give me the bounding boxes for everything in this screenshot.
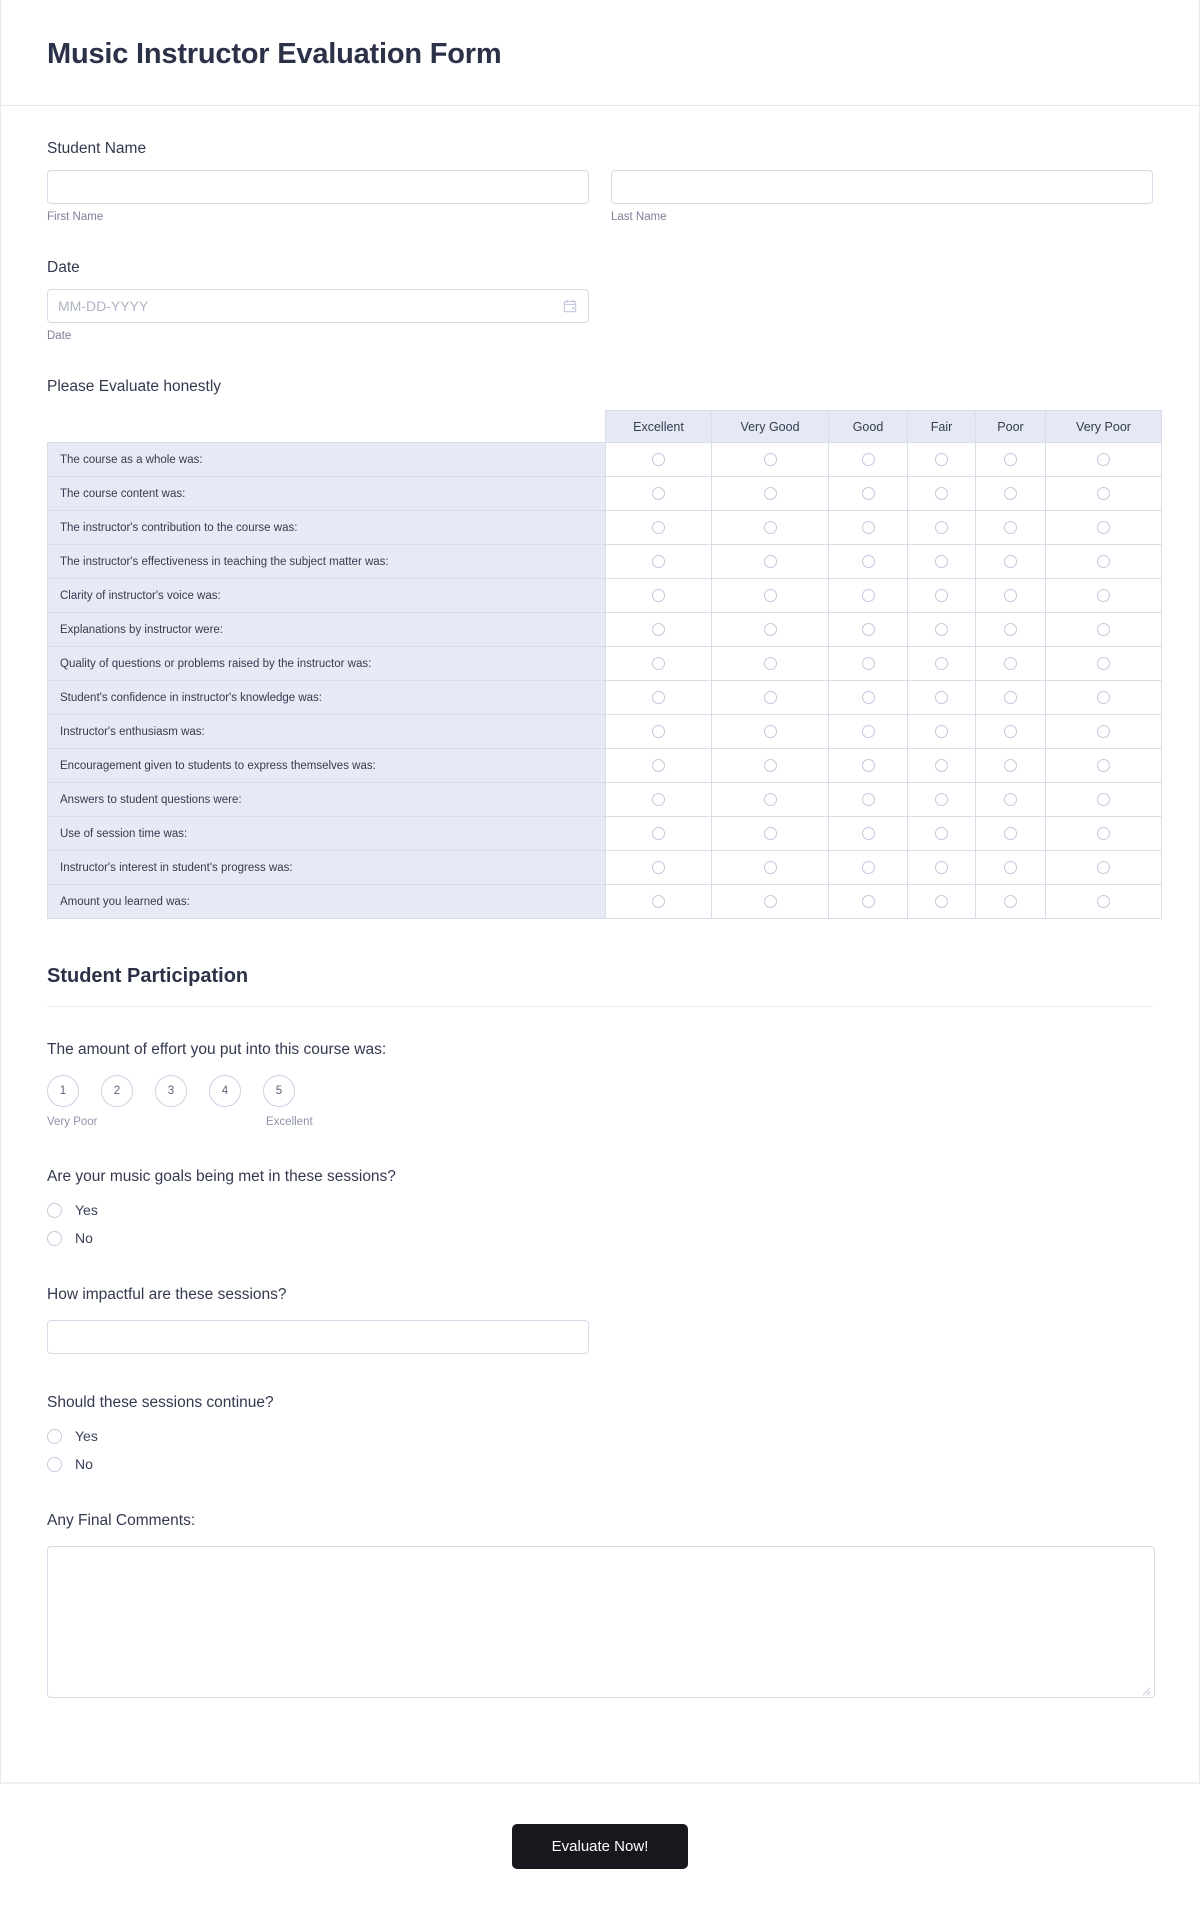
radio-icon[interactable] bbox=[1097, 725, 1110, 738]
radio-icon[interactable] bbox=[764, 555, 777, 568]
matrix-radio-cell[interactable] bbox=[976, 885, 1046, 919]
matrix-radio-cell[interactable] bbox=[908, 783, 976, 817]
radio-icon[interactable] bbox=[764, 521, 777, 534]
matrix-radio-cell[interactable] bbox=[606, 817, 712, 851]
matrix-radio-cell[interactable] bbox=[829, 817, 908, 851]
matrix-radio-cell[interactable] bbox=[1046, 851, 1162, 885]
radio-icon[interactable] bbox=[652, 521, 665, 534]
radio-icon[interactable] bbox=[862, 657, 875, 670]
radio-icon[interactable] bbox=[652, 895, 665, 908]
radio-icon[interactable] bbox=[1097, 793, 1110, 806]
matrix-radio-cell[interactable] bbox=[976, 783, 1046, 817]
matrix-row bbox=[48, 579, 1162, 613]
matrix-radio-cell[interactable] bbox=[1046, 443, 1162, 477]
radio-icon[interactable] bbox=[652, 555, 665, 568]
radio-icon[interactable] bbox=[935, 657, 948, 670]
goals-label: Are your music goals being met in these sessions? bbox=[47, 1168, 396, 1185]
radio-icon[interactable] bbox=[652, 861, 665, 874]
radio-icon[interactable] bbox=[1004, 555, 1017, 568]
radio-icon[interactable] bbox=[764, 691, 777, 704]
matrix-radio-cell[interactable] bbox=[829, 749, 908, 783]
matrix-radio-cell[interactable] bbox=[908, 715, 976, 749]
continue-question bbox=[47, 1394, 1153, 1472]
radio-icon[interactable] bbox=[862, 487, 875, 500]
goals-option-label: Yes bbox=[75, 1202, 98, 1218]
section-divider bbox=[47, 1006, 1153, 1007]
radio-icon[interactable] bbox=[1097, 861, 1110, 874]
matrix-radio-cell[interactable] bbox=[829, 579, 908, 613]
radio-icon[interactable] bbox=[935, 487, 948, 500]
radio-icon[interactable] bbox=[862, 861, 875, 874]
matrix-radio-cell[interactable] bbox=[976, 443, 1046, 477]
radio-icon[interactable] bbox=[652, 827, 665, 840]
radio-icon[interactable] bbox=[935, 793, 948, 806]
radio-icon[interactable] bbox=[1004, 725, 1017, 738]
radio-icon[interactable] bbox=[764, 725, 777, 738]
continue-label: Should these sessions continue? bbox=[47, 1394, 274, 1411]
radio-icon[interactable] bbox=[1097, 487, 1110, 500]
matrix-radio-cell[interactable] bbox=[976, 613, 1046, 647]
matrix-radio-cell[interactable] bbox=[908, 511, 976, 545]
radio-icon[interactable] bbox=[935, 725, 948, 738]
impactful-question bbox=[47, 1286, 1153, 1354]
matrix-radio-cell[interactable] bbox=[712, 545, 829, 579]
matrix-radio-cell[interactable] bbox=[712, 511, 829, 545]
radio-icon[interactable] bbox=[764, 827, 777, 840]
radio-icon[interactable] bbox=[1004, 691, 1017, 704]
matrix-row bbox=[48, 817, 1162, 851]
matrix-radio-cell[interactable] bbox=[606, 477, 712, 511]
continue-option-yes[interactable] bbox=[47, 1428, 1153, 1444]
matrix-radio-cell[interactable] bbox=[712, 749, 829, 783]
matrix-radio-cell[interactable] bbox=[1046, 477, 1162, 511]
matrix-row-label: The course as a whole was: bbox=[48, 443, 606, 477]
radio-icon[interactable] bbox=[1004, 827, 1017, 840]
matrix-radio-cell[interactable] bbox=[712, 817, 829, 851]
matrix-row bbox=[48, 885, 1162, 919]
impactful-label: How impactful are these sessions? bbox=[47, 1286, 287, 1303]
radio-icon[interactable] bbox=[1097, 895, 1110, 908]
radio-icon[interactable] bbox=[1097, 589, 1110, 602]
matrix-radio-cell[interactable] bbox=[606, 681, 712, 715]
radio-icon[interactable] bbox=[764, 623, 777, 636]
last-name-column bbox=[611, 170, 1153, 223]
matrix-row bbox=[48, 851, 1162, 885]
matrix-radio-cell[interactable] bbox=[976, 817, 1046, 851]
matrix-radio-cell[interactable] bbox=[606, 647, 712, 681]
matrix-row-label: Quality of questions or problems raised by the instructor was: bbox=[48, 647, 606, 681]
matrix-radio-cell[interactable] bbox=[976, 579, 1046, 613]
matrix-radio-cell[interactable] bbox=[712, 647, 829, 681]
matrix-radio-cell[interactable] bbox=[908, 817, 976, 851]
radio-icon[interactable] bbox=[1004, 895, 1017, 908]
matrix-radio-cell[interactable] bbox=[1046, 885, 1162, 919]
matrix-radio-cell[interactable] bbox=[606, 851, 712, 885]
radio-icon[interactable] bbox=[862, 589, 875, 602]
radio-icon[interactable] bbox=[862, 759, 875, 772]
matrix-radio-cell[interactable] bbox=[976, 545, 1046, 579]
radio-icon[interactable] bbox=[935, 453, 948, 466]
matrix-radio-cell[interactable] bbox=[606, 783, 712, 817]
matrix-radio-cell[interactable] bbox=[976, 749, 1046, 783]
radio-icon[interactable] bbox=[862, 521, 875, 534]
matrix-row-label: The course content was: bbox=[48, 477, 606, 511]
effort-question bbox=[47, 1041, 1153, 1128]
radio-icon[interactable] bbox=[1004, 793, 1017, 806]
matrix-radio-cell[interactable] bbox=[829, 681, 908, 715]
matrix-radio-cell[interactable] bbox=[606, 715, 712, 749]
matrix-radio-cell[interactable] bbox=[829, 851, 908, 885]
radio-icon[interactable] bbox=[862, 555, 875, 568]
matrix-row-label: Use of session time was: bbox=[48, 817, 606, 851]
matrix-column-header: Good bbox=[829, 411, 908, 443]
page-title: Music Instructor Evaluation Form bbox=[47, 38, 502, 70]
matrix-radio-cell[interactable] bbox=[908, 647, 976, 681]
matrix-radio-cell[interactable] bbox=[712, 443, 829, 477]
radio-icon[interactable] bbox=[652, 759, 665, 772]
matrix-radio-cell[interactable] bbox=[712, 885, 829, 919]
matrix-radio-cell[interactable] bbox=[712, 613, 829, 647]
radio-icon[interactable] bbox=[1097, 657, 1110, 670]
radio-icon[interactable] bbox=[764, 657, 777, 670]
radio-icon[interactable] bbox=[652, 793, 665, 806]
matrix-radio-cell[interactable] bbox=[829, 511, 908, 545]
matrix-row-label: Student's confidence in instructor's knowledge was: bbox=[48, 681, 606, 715]
matrix-radio-cell[interactable] bbox=[712, 579, 829, 613]
radio-icon[interactable] bbox=[764, 453, 777, 466]
radio-icon[interactable] bbox=[764, 487, 777, 500]
matrix-radio-cell[interactable] bbox=[1046, 545, 1162, 579]
matrix-row-label: Answers to student questions were: bbox=[48, 783, 606, 817]
effort-scale-option[interactable]: 2 bbox=[101, 1075, 133, 1107]
radio-icon[interactable] bbox=[862, 691, 875, 704]
matrix-row bbox=[48, 613, 1162, 647]
radio-icon[interactable] bbox=[862, 793, 875, 806]
radio-icon[interactable] bbox=[47, 1203, 62, 1218]
student-name-row bbox=[47, 170, 1153, 223]
radio-icon[interactable] bbox=[862, 453, 875, 466]
matrix-row bbox=[48, 511, 1162, 545]
radio-icon[interactable] bbox=[1004, 589, 1017, 602]
matrix-radio-cell[interactable] bbox=[908, 749, 976, 783]
matrix-row bbox=[48, 749, 1162, 783]
student-name-field bbox=[47, 140, 1153, 223]
matrix-radio-cell[interactable] bbox=[1046, 817, 1162, 851]
radio-icon[interactable] bbox=[764, 861, 777, 874]
matrix-radio-cell[interactable] bbox=[829, 613, 908, 647]
form-footer bbox=[0, 1784, 1200, 1929]
matrix-radio-cell[interactable] bbox=[829, 545, 908, 579]
first-name-sublabel: First Name bbox=[47, 211, 104, 223]
radio-icon[interactable] bbox=[652, 453, 665, 466]
matrix-row-label: Amount you learned was: bbox=[48, 885, 606, 919]
goals-option-yes[interactable] bbox=[47, 1202, 1153, 1218]
matrix-radio-cell[interactable] bbox=[976, 681, 1046, 715]
matrix-radio-cell[interactable] bbox=[1046, 783, 1162, 817]
radio-icon[interactable] bbox=[1004, 759, 1017, 772]
continue-radio-group bbox=[47, 1428, 1153, 1472]
matrix-radio-cell[interactable] bbox=[1046, 681, 1162, 715]
matrix-radio-cell[interactable] bbox=[712, 783, 829, 817]
matrix-radio-cell[interactable] bbox=[829, 647, 908, 681]
matrix-column-header: Fair bbox=[908, 411, 976, 443]
submit-button[interactable]: Evaluate Now! bbox=[512, 1824, 689, 1869]
matrix-radio-cell[interactable] bbox=[829, 783, 908, 817]
matrix-radio-cell[interactable] bbox=[1046, 579, 1162, 613]
effort-scale-captions bbox=[47, 1116, 1153, 1128]
radio-icon[interactable] bbox=[935, 861, 948, 874]
matrix-row-label: Instructor's enthusiasm was: bbox=[48, 715, 606, 749]
radio-icon[interactable] bbox=[764, 895, 777, 908]
radio-icon[interactable] bbox=[1097, 827, 1110, 840]
effort-scale-option[interactable]: 4 bbox=[209, 1075, 241, 1107]
matrix-radio-cell[interactable] bbox=[712, 477, 829, 511]
evaluation-matrix-field bbox=[47, 378, 1153, 919]
final-comments-label: Any Final Comments: bbox=[47, 1512, 196, 1529]
radio-icon[interactable] bbox=[652, 589, 665, 602]
radio-icon[interactable] bbox=[1097, 623, 1110, 636]
matrix-row bbox=[48, 647, 1162, 681]
evaluation-matrix-table bbox=[47, 410, 1162, 919]
radio-icon[interactable] bbox=[652, 691, 665, 704]
matrix-row-label: Encouragement given to students to express themselves was: bbox=[48, 749, 606, 783]
last-name-input[interactable] bbox=[611, 170, 1153, 204]
footer-divider bbox=[1, 1782, 1199, 1783]
matrix-radio-cell[interactable] bbox=[908, 885, 976, 919]
radio-icon[interactable] bbox=[935, 623, 948, 636]
radio-icon[interactable] bbox=[1004, 623, 1017, 636]
matrix-radio-cell[interactable] bbox=[829, 477, 908, 511]
date-label: Date bbox=[47, 259, 80, 276]
radio-icon[interactable] bbox=[1097, 555, 1110, 568]
matrix-column-header: Excellent bbox=[606, 411, 712, 443]
matrix-row bbox=[48, 443, 1162, 477]
matrix-radio-cell[interactable] bbox=[606, 443, 712, 477]
radio-icon[interactable] bbox=[862, 895, 875, 908]
matrix-radio-cell[interactable] bbox=[829, 443, 908, 477]
date-sublabel: Date bbox=[47, 330, 72, 342]
radio-icon[interactable] bbox=[935, 521, 948, 534]
matrix-radio-cell[interactable] bbox=[908, 477, 976, 511]
radio-icon[interactable] bbox=[935, 691, 948, 704]
matrix-radio-cell[interactable] bbox=[606, 545, 712, 579]
matrix-body bbox=[48, 443, 1162, 919]
evaluation-matrix-label: Please Evaluate honestly bbox=[47, 378, 222, 395]
continue-option-label: Yes bbox=[75, 1428, 98, 1444]
matrix-radio-cell[interactable] bbox=[829, 885, 908, 919]
matrix-radio-cell[interactable] bbox=[606, 511, 712, 545]
date-field bbox=[47, 259, 1153, 342]
matrix-radio-cell[interactable] bbox=[976, 715, 1046, 749]
goals-question bbox=[47, 1168, 1153, 1246]
radio-icon[interactable] bbox=[764, 793, 777, 806]
matrix-radio-cell[interactable] bbox=[606, 885, 712, 919]
matrix-radio-cell[interactable] bbox=[976, 477, 1046, 511]
final-comments-question bbox=[47, 1512, 1153, 1698]
goals-radio-group bbox=[47, 1202, 1153, 1246]
radio-icon[interactable] bbox=[862, 827, 875, 840]
matrix-row bbox=[48, 477, 1162, 511]
form-header bbox=[1, 0, 1199, 106]
effort-scale-option[interactable]: 3 bbox=[155, 1075, 187, 1107]
matrix-radio-cell[interactable] bbox=[1046, 749, 1162, 783]
matrix-radio-cell[interactable] bbox=[976, 851, 1046, 885]
date-input[interactable] bbox=[47, 289, 589, 323]
radio-icon[interactable] bbox=[935, 555, 948, 568]
radio-icon[interactable] bbox=[47, 1457, 62, 1472]
first-name-column bbox=[47, 170, 589, 223]
section-title: Student Participation bbox=[47, 965, 249, 987]
matrix-radio-cell[interactable] bbox=[908, 613, 976, 647]
matrix-radio-cell[interactable] bbox=[712, 681, 829, 715]
final-comments-wrapper bbox=[47, 1546, 1155, 1698]
radio-icon[interactable] bbox=[1097, 691, 1110, 704]
radio-icon[interactable] bbox=[652, 487, 665, 500]
radio-icon[interactable] bbox=[47, 1429, 62, 1444]
matrix-radio-cell[interactable] bbox=[976, 511, 1046, 545]
radio-icon[interactable] bbox=[1097, 521, 1110, 534]
matrix-row bbox=[48, 715, 1162, 749]
matrix-radio-cell[interactable] bbox=[1046, 511, 1162, 545]
continue-option-label: No bbox=[75, 1456, 93, 1472]
matrix-radio-cell[interactable] bbox=[908, 851, 976, 885]
matrix-radio-cell[interactable] bbox=[908, 579, 976, 613]
effort-scale-option[interactable]: 1 bbox=[47, 1075, 79, 1107]
matrix-radio-cell[interactable] bbox=[976, 647, 1046, 681]
scale-low-caption: Very Poor bbox=[47, 1116, 98, 1128]
matrix-column-header: Very Poor bbox=[1046, 411, 1162, 443]
radio-icon[interactable] bbox=[935, 827, 948, 840]
effort-scale bbox=[47, 1075, 1153, 1107]
radio-icon[interactable] bbox=[935, 759, 948, 772]
matrix-column-header: Poor bbox=[976, 411, 1046, 443]
radio-icon[interactable] bbox=[47, 1231, 62, 1246]
radio-icon[interactable] bbox=[652, 657, 665, 670]
radio-icon[interactable] bbox=[1004, 657, 1017, 670]
radio-icon[interactable] bbox=[1004, 861, 1017, 874]
matrix-radio-cell[interactable] bbox=[606, 579, 712, 613]
radio-icon[interactable] bbox=[1097, 453, 1110, 466]
matrix-radio-cell[interactable] bbox=[908, 545, 976, 579]
matrix-column-header: Very Good bbox=[712, 411, 829, 443]
matrix-radio-cell[interactable] bbox=[1046, 647, 1162, 681]
date-input-wrapper bbox=[47, 289, 589, 323]
radio-icon[interactable] bbox=[1004, 487, 1017, 500]
student-name-label: Student Name bbox=[47, 140, 147, 157]
student-participation-section bbox=[47, 965, 1153, 1698]
radio-icon[interactable] bbox=[652, 725, 665, 738]
radio-icon[interactable] bbox=[1097, 759, 1110, 772]
effort-scale-option[interactable]: 5 bbox=[263, 1075, 295, 1107]
goals-option-no[interactable] bbox=[47, 1230, 1153, 1246]
impactful-input[interactable] bbox=[47, 1320, 589, 1354]
final-comments-textarea[interactable] bbox=[47, 1546, 1155, 1698]
matrix-radio-cell[interactable] bbox=[606, 749, 712, 783]
form-body bbox=[1, 106, 1199, 1748]
matrix-head bbox=[48, 411, 1162, 443]
radio-icon[interactable] bbox=[1004, 521, 1017, 534]
effort-label: The amount of effort you put into this course was: bbox=[47, 1041, 387, 1058]
radio-icon[interactable] bbox=[935, 589, 948, 602]
matrix-radio-cell[interactable] bbox=[606, 613, 712, 647]
matrix-radio-cell[interactable] bbox=[829, 715, 908, 749]
matrix-row bbox=[48, 545, 1162, 579]
radio-icon[interactable] bbox=[764, 589, 777, 602]
matrix-radio-cell[interactable] bbox=[1046, 715, 1162, 749]
radio-icon[interactable] bbox=[652, 623, 665, 636]
matrix-row-label: The instructor's effectiveness in teaching the subject matter was: bbox=[48, 545, 606, 579]
radio-icon[interactable] bbox=[1004, 453, 1017, 466]
matrix-row-label: Explanations by instructor were: bbox=[48, 613, 606, 647]
matrix-radio-cell[interactable] bbox=[712, 715, 829, 749]
matrix-radio-cell[interactable] bbox=[1046, 613, 1162, 647]
matrix-row-label: Instructor's interest in student's progress was: bbox=[48, 851, 606, 885]
radio-icon[interactable] bbox=[764, 759, 777, 772]
radio-icon[interactable] bbox=[862, 725, 875, 738]
matrix-row-label: The instructor's contribution to the course was: bbox=[48, 511, 606, 545]
matrix-radio-cell[interactable] bbox=[908, 443, 976, 477]
first-name-input[interactable] bbox=[47, 170, 589, 204]
matrix-corner-cell bbox=[48, 411, 606, 443]
matrix-radio-cell[interactable] bbox=[712, 851, 829, 885]
radio-icon[interactable] bbox=[935, 895, 948, 908]
continue-option-no[interactable] bbox=[47, 1456, 1153, 1472]
matrix-radio-cell[interactable] bbox=[908, 681, 976, 715]
scale-high-caption: Excellent bbox=[266, 1116, 313, 1128]
last-name-sublabel: Last Name bbox=[611, 211, 667, 223]
matrix-header-row bbox=[48, 411, 1162, 443]
radio-icon[interactable] bbox=[862, 623, 875, 636]
goals-option-label: No bbox=[75, 1230, 93, 1246]
matrix-row bbox=[48, 681, 1162, 715]
matrix-row-label: Clarity of instructor's voice was: bbox=[48, 579, 606, 613]
matrix-row bbox=[48, 783, 1162, 817]
